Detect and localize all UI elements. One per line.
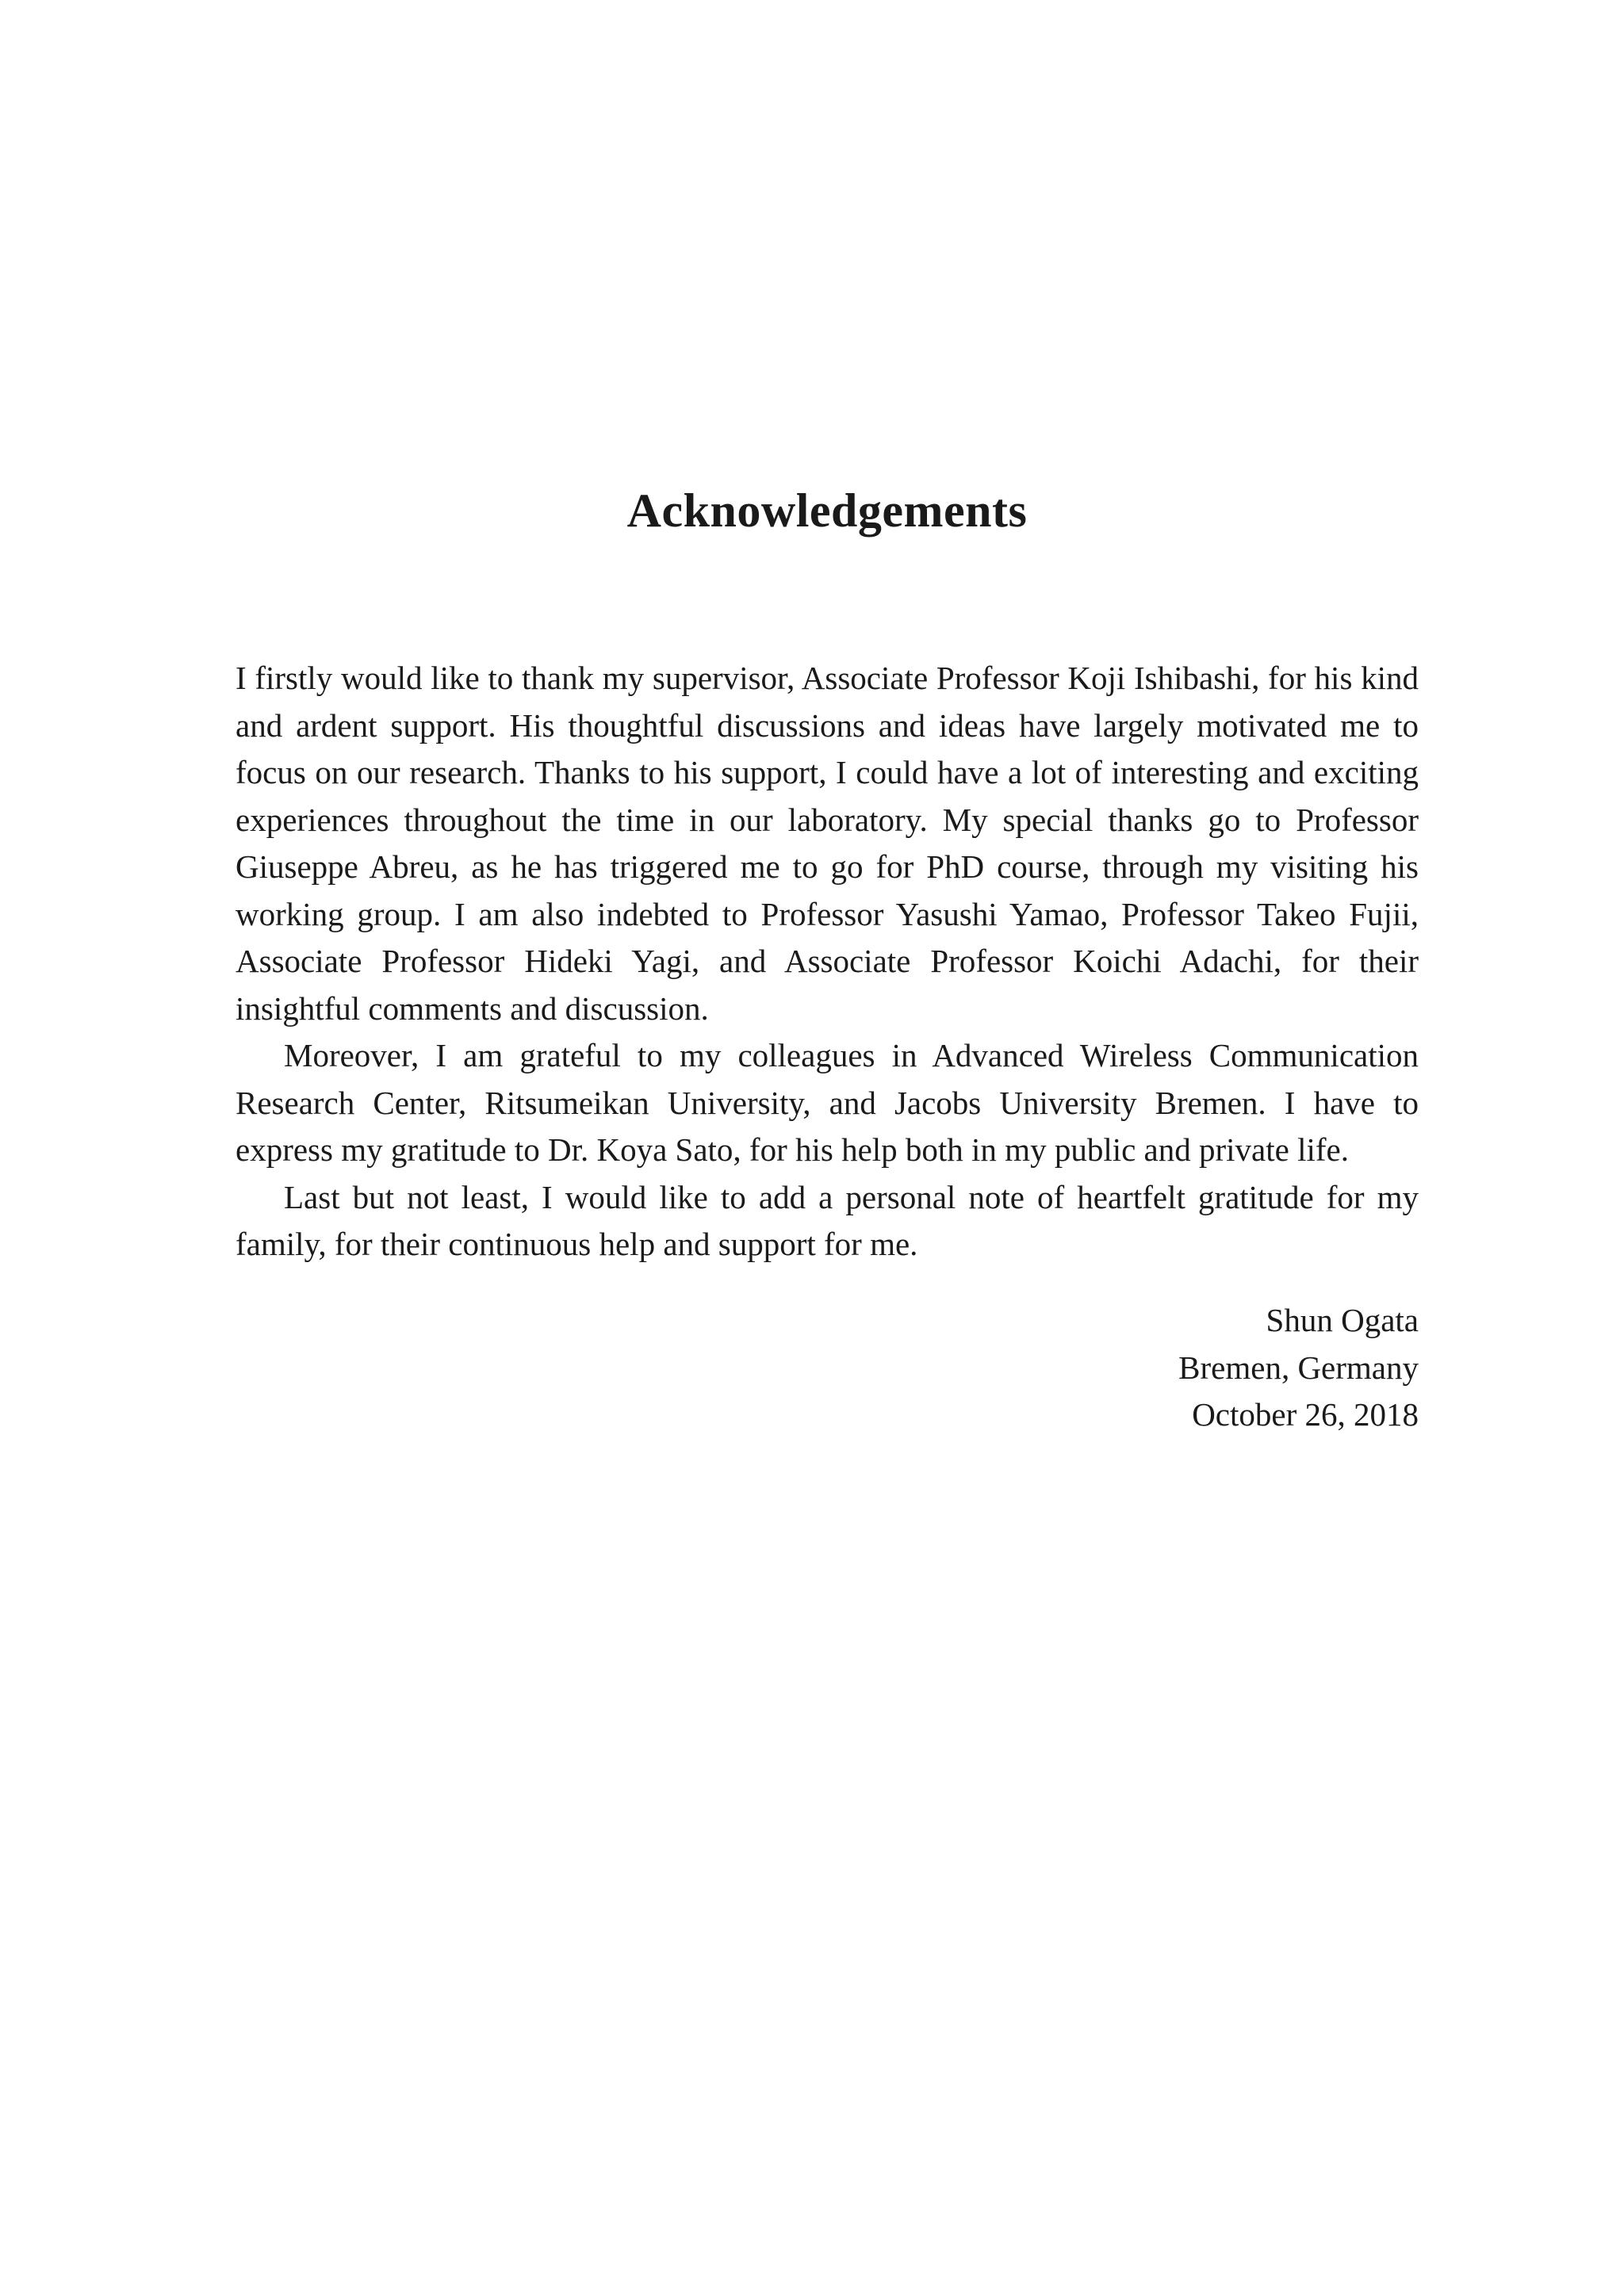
signature-place: Bremen, Germany xyxy=(1178,1349,1419,1386)
page-title: Acknowledgements xyxy=(626,484,1028,537)
signature-date: October 26, 2018 xyxy=(1192,1396,1419,1433)
signature-name: Shun Ogata xyxy=(1266,1302,1419,1338)
paragraph-1: I firstly would like to thank my supervisor, Associate Professor Koji Ishibashi, for his kind and ardent support. His thoughtful discussions and ideas have largely motivated me to focus on our research. Thanks to his support, I could have a lot of interesting and exciting experiences throughout the time in our laboratory. My special thanks go to Professor Giuseppe Abreu, as he has triggered me to go for PhD course, through my visiting his working group. I am also indebted to Professor Yasushi Yamao, Professor Takeo Fujii, Associate Professor Hideki Yagi, and Associate Professor Koichi Adachi, for their insightful comments and discussion. xyxy=(236,660,1419,1027)
acknowledgement-body xyxy=(236,655,1419,1269)
paragraph-2: Moreover, I am grateful to my colleagues in Advanced Wireless Communication Research Center, Ritsumeikan University, and Jacobs University Bremen. I have to express my gratitude to Dr. Koya Sato, for his help both in my public and private life. xyxy=(236,1037,1419,1168)
paragraph-3: Last but not least, I would like to add a personal note of heartfelt gratitude for my family, for their continuous help and support for me. xyxy=(236,1178,1419,1262)
signature-block xyxy=(1178,1297,1419,1439)
